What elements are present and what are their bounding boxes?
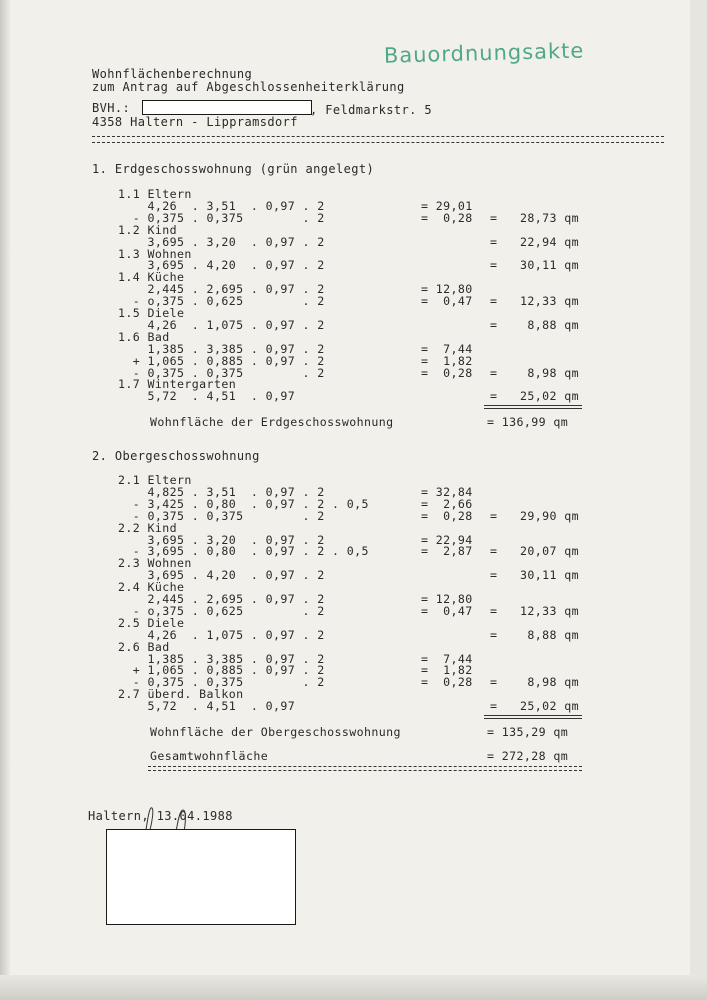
calc-expression: 2,445 . 2,695 . 0,97 . 2	[118, 282, 325, 297]
calc-expression: 4,825 . 3,51 . 0,97 . 2	[118, 484, 325, 499]
calc-equals: =	[490, 234, 498, 249]
calc-room-total: 29,90 qm	[520, 508, 580, 523]
calc-expression: + 1,065 . 0,885 . 0,97 . 2	[118, 353, 325, 368]
calc-subtotal: = 0,47	[421, 294, 473, 309]
calc-expression: 2.6 Bad	[118, 639, 170, 654]
section2-total-value: = 135,29 qm	[487, 725, 569, 739]
calc-expression: - 0,375 . 0,375 . 2	[118, 508, 325, 523]
header-divider-2	[92, 142, 664, 143]
calc-room-total: 12,33 qm	[520, 294, 580, 309]
address-city: 4358 Haltern - Lippramsdorf	[92, 115, 298, 129]
calc-expression: 1.7 Wintergarten	[118, 377, 237, 392]
section1-underline	[484, 405, 582, 409]
calc-equals: =	[490, 389, 498, 404]
grand-total-double-rule	[148, 766, 582, 771]
calc-expression: - 0,375 . 0,375 . 2	[118, 365, 325, 380]
calc-subtotal: = 2,87	[421, 544, 473, 559]
calc-expression: 3,695 . 4,20 . 0,97 . 2	[118, 568, 325, 583]
calc-subtotal: = 0,28	[421, 365, 473, 380]
calc-room-total: 8,88 qm	[520, 317, 580, 332]
section2-underline	[484, 715, 582, 719]
grand-total-value: = 272,28 qm	[487, 749, 569, 763]
calc-subtotal: = 22,94	[421, 532, 473, 547]
scan-left-edge	[0, 0, 10, 1000]
calc-expression: - o,375 . 0,625 . 2	[118, 603, 325, 618]
header-divider	[92, 136, 664, 137]
calc-equals: =	[490, 508, 498, 523]
section2-title: 2. Obergeschosswohnung	[92, 449, 260, 463]
calc-subtotal: = 0,28	[421, 508, 473, 523]
calc-expression: - 3,425 . 0,80 . 0,97 . 2 . 0,5	[118, 496, 369, 511]
calc-equals: =	[490, 544, 498, 559]
calc-equals: =	[490, 568, 498, 583]
calc-expression: 1.3 Wohnen	[118, 246, 192, 261]
calc-room-total: 25,02 qm	[520, 389, 580, 404]
calc-expression: 1.5 Diele	[118, 306, 185, 320]
calc-expression: 4,26 . 1,075 . 0,97 . 2	[118, 627, 325, 642]
calc-room-total: 8,98 qm	[520, 675, 580, 690]
calc-expression: 5,72 . 4,51 . 0,97	[118, 389, 296, 404]
calc-room-total: 25,02 qm	[520, 699, 580, 714]
calc-room-total: 8,88 qm	[520, 627, 580, 642]
calc-expression: 2,445 . 2,695 . 0,97 . 2	[118, 592, 325, 606]
section1-title: 1. Erdgeschosswohnung (grün angelegt)	[92, 162, 375, 176]
calc-room-total: 22,94 qm	[520, 234, 580, 249]
calc-room-total: 12,33 qm	[520, 603, 580, 618]
calc-subtotal: = 29,01	[421, 198, 473, 213]
archive-stamp: Bauordnungsakte	[383, 38, 585, 68]
calc-subtotal: = 0,28	[421, 210, 473, 225]
calc-equals: =	[490, 294, 498, 309]
calc-subtotal: = 12,80	[421, 592, 473, 606]
calc-expression: 1.6 Bad	[118, 329, 170, 344]
calc-subtotal: = 7,44	[421, 341, 473, 356]
calc-expression: 1,385 . 3,385 . 0,97 . 2	[118, 651, 325, 666]
calc-subtotal: = 2,66	[421, 496, 473, 511]
calc-expression: - o,375 . 0,625 . 2	[118, 294, 325, 309]
calc-expression: 5,72 . 4,51 . 0,97	[118, 699, 296, 714]
calc-equals: =	[490, 258, 498, 273]
calc-expression: 1,385 . 3,385 . 0,97 . 2	[118, 341, 325, 356]
calc-expression: - 0,375 . 0,375 . 2	[118, 210, 325, 225]
scan-right-edge	[690, 0, 707, 1000]
calc-equals: =	[490, 317, 498, 332]
redacted-signature-box	[106, 829, 296, 925]
calc-room-total: 20,07 qm	[520, 544, 580, 559]
calc-expression: 3,695 . 3,20 . 0,97 . 2	[118, 532, 325, 547]
calc-subtotal: = 12,80	[421, 282, 473, 297]
scan-bottom-edge	[0, 975, 707, 1000]
document-title: Wohnflächenberechnung	[92, 67, 253, 81]
calc-expression: - 3,695 . 0,80 . 0,97 . 2 . 0,5	[118, 544, 369, 559]
calc-room-total: 8,98 qm	[520, 365, 580, 380]
address-street: , Feldmarkstr. 5	[310, 103, 432, 117]
calc-expression: 2.1 Eltern	[118, 473, 192, 487]
grand-total-label: Gesamtwohnfläche	[150, 749, 269, 763]
calc-equals: =	[490, 675, 498, 690]
calc-expression: 2.4 Küche	[118, 580, 185, 595]
section1-total-label: Wohnfläche der Erdgeschosswohnung	[150, 415, 394, 429]
calc-room-total: 30,11 qm	[520, 568, 580, 583]
calc-subtotal: = 0,28	[421, 675, 473, 690]
calc-expression: 3,695 . 4,20 . 0,97 . 2	[118, 258, 325, 273]
calc-expression: 4,26 . 3,51 . 0,97 . 2	[118, 198, 325, 213]
calc-equals: =	[490, 210, 498, 225]
calc-expression: + 1,065 . 0,885 . 0,97 . 2	[118, 663, 325, 678]
calc-subtotal: = 0,47	[421, 603, 473, 618]
calc-subtotal: = 1,82	[421, 353, 473, 368]
section2-total-label: Wohnfläche der Obergeschosswohnung	[150, 725, 401, 739]
calc-expression: 2.7 überd. Balkon	[118, 687, 244, 702]
redacted-name-box	[142, 100, 312, 115]
calc-subtotal: = 32,84	[421, 484, 473, 499]
calc-equals: =	[490, 699, 498, 714]
bvh-label: BVH.:	[92, 101, 131, 115]
calc-subtotal: = 1,82	[421, 663, 473, 678]
calc-expression: 2.2 Kind	[118, 520, 178, 535]
signature-stroke-icon	[140, 802, 190, 832]
calc-room-total: 28,73 qm	[520, 210, 580, 225]
calc-expression: 1.4 Küche	[118, 270, 185, 285]
calc-equals: =	[490, 603, 498, 618]
calc-subtotal: = 7,44	[421, 651, 473, 666]
calc-expression: 4,26 . 1,075 . 0,97 . 2	[118, 317, 325, 332]
calc-expression: 3,695 . 3,20 . 0,97 . 2	[118, 234, 325, 249]
place-date: Haltern, 13.04.1988	[88, 809, 233, 823]
calc-expression: 2.3 Wohnen	[118, 556, 192, 571]
calc-equals: =	[490, 627, 498, 642]
calc-equals: =	[490, 365, 498, 380]
calc-expression: 1.1 Eltern	[118, 187, 192, 201]
section1-total-value: = 136,99 qm	[487, 415, 569, 429]
document-subtitle: zum Antrag auf Abgeschlossenheiterklärung	[92, 80, 405, 94]
calc-room-total: 30,11 qm	[520, 258, 580, 273]
calc-expression: - 0,375 . 0,375 . 2	[118, 675, 325, 690]
calc-expression: 2.5 Diele	[118, 615, 185, 630]
calc-expression: 1.2 Kind	[118, 222, 178, 237]
